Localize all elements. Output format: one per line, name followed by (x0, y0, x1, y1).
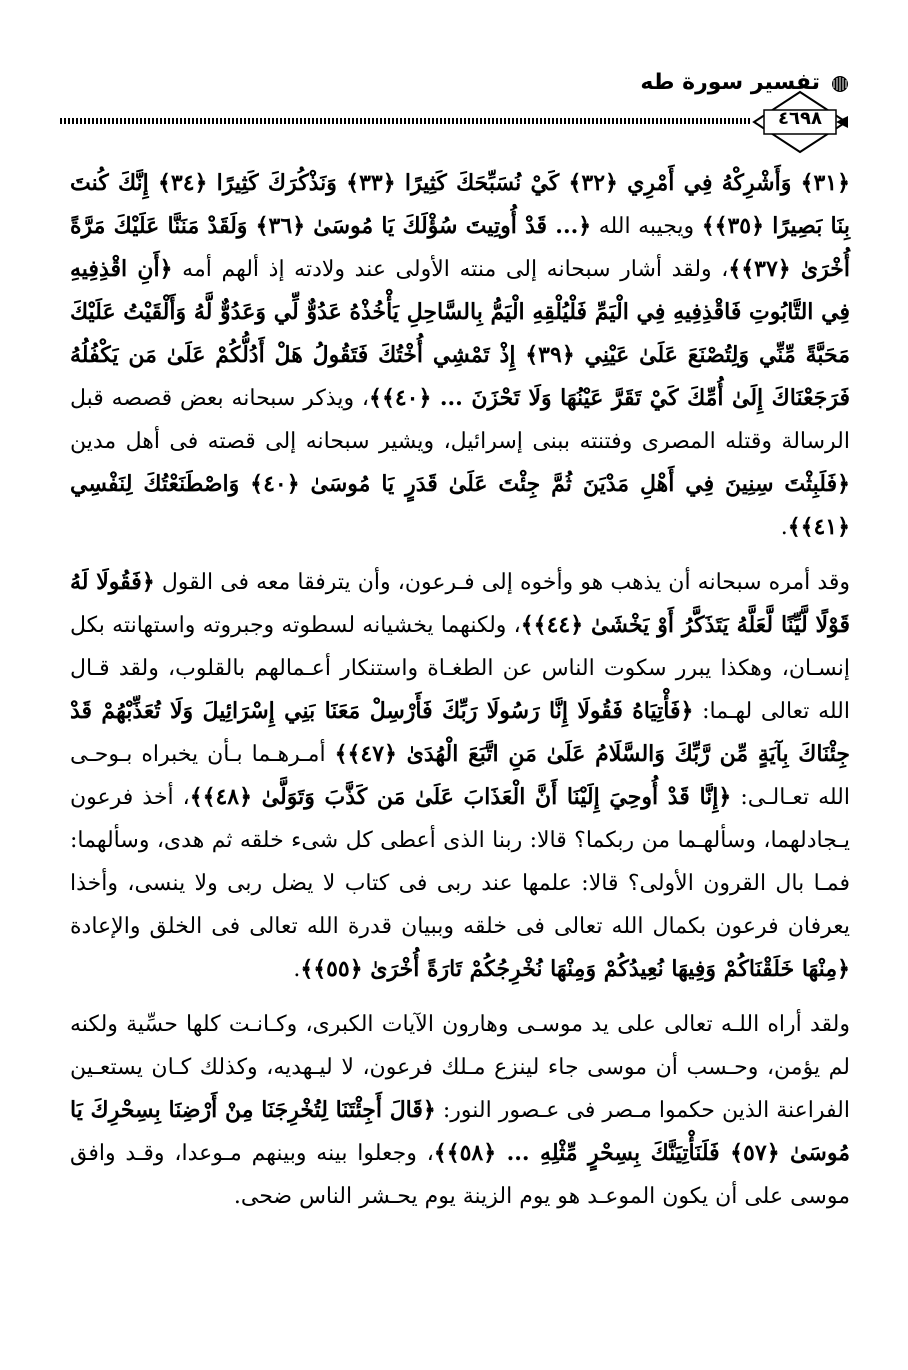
quran-quote: ﴿أَنِ اقْذِفِيهِ فِي التَّابُوتِ فَاقْذِفِيهِ فِي الْيَمِّ فَلْيُلْقِهِ الْيَمُّ بِالسَّاحِلِ يَأْخُذْهُ عَدُوٌّ لِّي وَعَدُوٌّ لَّهُ وَأَلْقَيْتُ عَلَيْكَ مَحَبَّةً مِّنِّي وَلِتُصْنَعَ عَلَىٰ عَيْنِي ﴿٣٩﴾ إِذْ تَمْشِي أُخْتُكَ فَتَقُولُ هَلْ أَدُلُّكُمْ عَلَىٰ مَن يَكْفُلُهُ فَرَجَعْنَاكَ إِلَىٰ أُمِّكَ كَيْ تَقَرَّ عَيْنُهَا وَلَا تَحْزَنَ ... ﴿٤٠﴾﴾ (70, 256, 850, 411)
text-span: وقد أمره سبحانه أن يذهب هو وأخوه إلى فـرعون، وأن يترفقا معه فى القول (154, 570, 851, 595)
body-text (70, 162, 850, 1230)
quran-quote: ﴿فَأْتِيَاهُ فَقُولَا إِنَّا رَسُولَا رَبِّكَ فَأَرْسِلْ مَعَنَا بَنِي إِسْرَائِيلَ وَلَا تُعَذِّبْهُمْ قَدْ جِئْنَاكَ بِآيَةٍ مِّن رَّبِّكَ وَالسَّلَامُ عَلَىٰ مَنِ اتَّبَعَ الْهُدَىٰ ﴿٤٧﴾﴾ (70, 698, 851, 767)
quran-quote: ﴿قَالَ أَجِئْتَنَا لِتُخْرِجَنَا مِنْ أَرْضِنَا بِسِحْرِكَ يَا مُوسَىٰ ﴿٥٧﴾ فَلَنَأْتِيَنَّكَ بِسِحْرٍ مِّثْلِهِ ... ﴿٥٨﴾﴾ (70, 1097, 850, 1166)
text-span: . (780, 515, 788, 540)
quran-quote: ﴿مِنْهَا خَلَقْنَاكُمْ وَفِيهَا نُعِيدُكُمْ وَمِنْهَا نُخْرِجُكُمْ تَارَةً أُخْرَىٰ ﴿٥٥﴾﴾ (300, 956, 850, 982)
quran-quote: ﴿فَقُولَا لَهُ قَوْلًا لَّيِّنًا لَّعَلَّهُ يَتَذَكَّرُ أَوْ يَخْشَىٰ ﴿٤٤﴾﴾ (70, 569, 850, 638)
text-span: . (293, 957, 301, 982)
paragraph-2 (70, 561, 850, 991)
quran-quote: ﴿إِنَّا قَدْ أُوحِيَ إِلَيْنَا أَنَّ الْعَذَابَ عَلَىٰ مَن كَذَّبَ وَتَوَلَّىٰ ﴿٤٨﴾﴾ (189, 784, 732, 810)
text-span: أمـرهـما بـأن يخبراه بـوحـى الله تعـالـى: (70, 742, 850, 810)
quran-quote: ﴿فَلَبِثْتَ سِنِينَ فِي أَهْلِ مَدْيَنَ ثُمَّ جِئْتَ عَلَىٰ قَدَرٍ يَا مُوسَىٰ ﴿٤٠﴾ وَاصْطَنَعْتُكَ لِنَفْسِي ﴿٤١﴾﴾ (70, 471, 851, 540)
text-span: ، ولقد أشار سبحانه إلى منته الأولى عند ولادته إذ ألهم أمه (172, 257, 729, 282)
paragraph-3 (70, 1003, 850, 1218)
text-span: ، أخذ فرعون يـجادلهما، وسألهـما من ربكما؟ قالا: ربنا الذى أعطى كل شىء خلقه ثم هدى، وسألهما: فمـا بال القرون الأولى؟ قالا: علمها عند ربى فى كتاب لا يضل ربى ولا ينسى، وأخذا يعرفان فرعون بكمال الله تعالى فى خلقه وببيان قدرة الله تعالى فى الخلق والإعادة (70, 785, 850, 939)
text-span: ولقد أراه اللـه تعالى على يد موسـى وهارون الآيات الكبرى، وكـانـت كلها حسِّية ولكنه لم يؤمن، وحـسب أن موسى جاء لينزع مـلك فرعون، لا ليـهديه، وكذلك كـان يستعـين الفراعنة الذين حكموا مـصر فى عـصور النور: (70, 1012, 851, 1123)
running-title: تفسير سورة طه (640, 70, 820, 95)
page-number-badge (750, 90, 850, 154)
text-span: ، ويذكر سبحانه بعض قصصه قبل الرسالة وقتله المصرى وفتنته ببنى إسرائيل، ويشير سبحانه إلى قصته فى أهل مدين (70, 386, 850, 454)
text-span: ، وجعلوا بينه وبينهم مـوعدا، وقـد وافق موسى على أن يكون الموعـد هو يوم الزينة يوم يحـشر الناس ضحى. (70, 1141, 850, 1209)
page-number: ٤٦٩٨ (778, 108, 822, 129)
quran-quote: ﴿٣١﴾ وَأَشْرِكْهُ فِي أَمْرِي ﴿٣٢﴾ كَيْ نُسَبِّحَكَ كَثِيرًا ﴿٣٣﴾ وَنَذْكُرَكَ كَثِيرًا ﴿٣٤﴾ إِنَّكَ كُنتَ بِنَا بَصِيرًا ﴿٣٥﴾﴾ (70, 170, 850, 239)
paragraph-1 (70, 162, 850, 549)
header-rule (60, 118, 750, 124)
text-span: ، ولكنهما يخشيانه لسطوته وجبروته واستهانته بكل إنسـان، وهكذا يبرر سكوت الناس عن الطغـاة واستنكار أعـمالهم بالقلوب، ولقد قـال الله تعالى لهـما: (70, 613, 850, 724)
text-span: ويجيبه الله (591, 214, 702, 239)
page-header (60, 60, 850, 160)
quran-quote: ﴿... قَدْ أُوتِيتَ سُؤْلَكَ يَا مُوسَىٰ ﴿٣٦﴾ وَلَقَدْ مَنَنَّا عَلَيْكَ مَرَّةً أُخْرَىٰ ﴿٣٧﴾﴾ (70, 213, 850, 282)
